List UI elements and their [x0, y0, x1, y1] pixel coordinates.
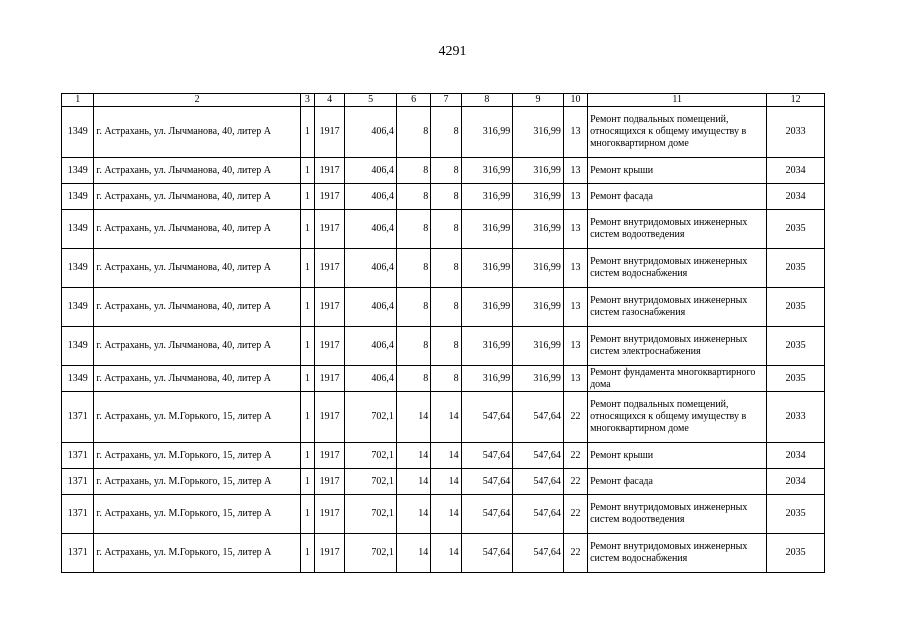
cell-c8: 547,64 [461, 443, 513, 469]
cell-num: 1349 [62, 366, 94, 392]
cell-c7: 14 [431, 534, 461, 573]
cell-c9: 547,64 [513, 495, 564, 534]
cell-c9: 316,99 [513, 184, 564, 210]
header-cell: 2 [94, 94, 300, 107]
header-cell: 4 [314, 94, 344, 107]
cell-c3: 1 [300, 534, 314, 573]
cell-c6: 8 [396, 107, 430, 158]
cell-area: 406,4 [345, 158, 397, 184]
cell-work: Ремонт внутридомовых инженерных систем водоснабжения [588, 249, 767, 288]
cell-address: г. Астрахань, ул. М.Горького, 15, литер А [94, 443, 300, 469]
cell-work: Ремонт внутридомовых инженерных систем водоотведения [588, 495, 767, 534]
cell-address: г. Астрахань, ул. Лычманова, 40, литер А [94, 107, 300, 158]
cell-c7: 8 [431, 249, 461, 288]
cell-c10: 13 [563, 158, 587, 184]
cell-year: 1917 [314, 249, 344, 288]
cell-c8: 316,99 [461, 249, 513, 288]
header-cell: 11 [588, 94, 767, 107]
cell-work: Ремонт внутридомовых инженерных систем водоотведения [588, 210, 767, 249]
cell-c3: 1 [300, 184, 314, 210]
cell-c8: 316,99 [461, 327, 513, 366]
table-row [62, 392, 825, 443]
cell-year: 1917 [314, 327, 344, 366]
cell-work: Ремонт подвальных помещений, относящихся к общему имуществу в многоквартирном доме [588, 107, 767, 158]
cell-address: г. Астрахань, ул. Лычманова, 40, литер А [94, 327, 300, 366]
cell-c8: 316,99 [461, 210, 513, 249]
cell-address: г. Астрахань, ул. Лычманова, 40, литер А [94, 249, 300, 288]
cell-num: 1371 [62, 495, 94, 534]
cell-c10: 13 [563, 107, 587, 158]
cell-year: 1917 [314, 366, 344, 392]
cell-c10: 13 [563, 327, 587, 366]
cell-c7: 8 [431, 158, 461, 184]
cell-work: Ремонт крыши [588, 158, 767, 184]
cell-plan-year: 2034 [767, 158, 825, 184]
cell-c8: 316,99 [461, 107, 513, 158]
cell-plan-year: 2035 [767, 288, 825, 327]
cell-num: 1371 [62, 469, 94, 495]
cell-c7: 14 [431, 392, 461, 443]
table-row [62, 443, 825, 469]
cell-c9: 316,99 [513, 288, 564, 327]
cell-area: 406,4 [345, 288, 397, 327]
cell-address: г. Астрахань, ул. Лычманова, 40, литер А [94, 210, 300, 249]
cell-c8: 316,99 [461, 184, 513, 210]
cell-c10: 13 [563, 288, 587, 327]
cell-c6: 14 [396, 392, 430, 443]
table-row [62, 288, 825, 327]
table-row [62, 107, 825, 158]
cell-year: 1917 [314, 210, 344, 249]
cell-area: 702,1 [345, 495, 397, 534]
cell-c10: 13 [563, 210, 587, 249]
cell-c9: 547,64 [513, 392, 564, 443]
cell-c7: 14 [431, 495, 461, 534]
table-row [62, 366, 825, 392]
cell-year: 1917 [314, 158, 344, 184]
cell-year: 1917 [314, 443, 344, 469]
cell-year: 1917 [314, 107, 344, 158]
cell-c6: 8 [396, 288, 430, 327]
cell-c3: 1 [300, 495, 314, 534]
cell-num: 1349 [62, 288, 94, 327]
cell-num: 1371 [62, 392, 94, 443]
cell-c6: 8 [396, 366, 430, 392]
cell-area: 406,4 [345, 107, 397, 158]
cell-c8: 547,64 [461, 534, 513, 573]
cell-address: г. Астрахань, ул. М.Горького, 15, литер А [94, 495, 300, 534]
cell-c3: 1 [300, 469, 314, 495]
cell-c10: 22 [563, 443, 587, 469]
table-row [62, 210, 825, 249]
cell-work: Ремонт внутридомовых инженерных систем электроснабжения [588, 327, 767, 366]
table-row [62, 495, 825, 534]
cell-plan-year: 2033 [767, 107, 825, 158]
cell-work: Ремонт фасада [588, 469, 767, 495]
cell-work: Ремонт крыши [588, 443, 767, 469]
cell-address: г. Астрахань, ул. М.Горького, 15, литер А [94, 469, 300, 495]
cell-year: 1917 [314, 184, 344, 210]
cell-c3: 1 [300, 249, 314, 288]
cell-c7: 8 [431, 107, 461, 158]
cell-c6: 8 [396, 327, 430, 366]
cell-c8: 547,64 [461, 495, 513, 534]
cell-c10: 22 [563, 469, 587, 495]
cell-c9: 316,99 [513, 327, 564, 366]
cell-c9: 316,99 [513, 107, 564, 158]
cell-plan-year: 2034 [767, 469, 825, 495]
cell-work: Ремонт внутридомовых инженерных систем водоснабжения [588, 534, 767, 573]
cell-c6: 8 [396, 184, 430, 210]
cell-area: 702,1 [345, 469, 397, 495]
table-row [62, 534, 825, 573]
cell-c7: 14 [431, 469, 461, 495]
cell-c3: 1 [300, 107, 314, 158]
cell-c10: 22 [563, 495, 587, 534]
page-number: 4291 [438, 44, 467, 59]
data-table [61, 93, 825, 573]
cell-c9: 547,64 [513, 469, 564, 495]
cell-c8: 316,99 [461, 288, 513, 327]
cell-c3: 1 [300, 327, 314, 366]
header-cell: 6 [396, 94, 430, 107]
cell-c3: 1 [300, 366, 314, 392]
cell-year: 1917 [314, 392, 344, 443]
cell-c6: 14 [396, 443, 430, 469]
cell-c6: 8 [396, 210, 430, 249]
cell-c3: 1 [300, 288, 314, 327]
cell-c3: 1 [300, 210, 314, 249]
header-cell: 9 [513, 94, 564, 107]
cell-plan-year: 2034 [767, 184, 825, 210]
cell-c10: 22 [563, 534, 587, 573]
header-cell: 3 [300, 94, 314, 107]
cell-work: Ремонт фундамента многоквартирного дома [588, 366, 767, 392]
cell-c9: 547,64 [513, 443, 564, 469]
cell-c6: 14 [396, 534, 430, 573]
table-row [62, 469, 825, 495]
cell-c3: 1 [300, 158, 314, 184]
header-cell: 7 [431, 94, 461, 107]
cell-area: 406,4 [345, 184, 397, 210]
cell-plan-year: 2034 [767, 443, 825, 469]
cell-c9: 316,99 [513, 210, 564, 249]
cell-c10: 13 [563, 249, 587, 288]
table-row [62, 249, 825, 288]
header-cell: 10 [563, 94, 587, 107]
cell-year: 1917 [314, 469, 344, 495]
cell-num: 1371 [62, 443, 94, 469]
cell-c10: 13 [563, 366, 587, 392]
cell-area: 406,4 [345, 249, 397, 288]
cell-num: 1349 [62, 249, 94, 288]
header-cell: 1 [62, 94, 94, 107]
cell-area: 702,1 [345, 392, 397, 443]
cell-area: 406,4 [345, 210, 397, 249]
cell-c6: 14 [396, 469, 430, 495]
cell-area: 406,4 [345, 327, 397, 366]
cell-num: 1349 [62, 210, 94, 249]
cell-c9: 316,99 [513, 249, 564, 288]
cell-year: 1917 [314, 534, 344, 573]
cell-num: 1349 [62, 107, 94, 158]
cell-plan-year: 2035 [767, 327, 825, 366]
cell-plan-year: 2035 [767, 534, 825, 573]
table-row [62, 158, 825, 184]
cell-address: г. Астрахань, ул. Лычманова, 40, литер А [94, 184, 300, 210]
cell-c8: 316,99 [461, 366, 513, 392]
cell-c6: 14 [396, 495, 430, 534]
header-cell: 8 [461, 94, 513, 107]
cell-plan-year: 2035 [767, 366, 825, 392]
cell-area: 702,1 [345, 534, 397, 573]
cell-address: г. Астрахань, ул. М.Горького, 15, литер А [94, 534, 300, 573]
cell-c6: 8 [396, 158, 430, 184]
table-row [62, 327, 825, 366]
cell-c3: 1 [300, 392, 314, 443]
cell-address: г. Астрахань, ул. М.Горького, 15, литер А [94, 392, 300, 443]
cell-address: г. Астрахань, ул. Лычманова, 40, литер А [94, 158, 300, 184]
cell-c3: 1 [300, 443, 314, 469]
cell-c8: 547,64 [461, 392, 513, 443]
cell-c7: 8 [431, 288, 461, 327]
cell-num: 1349 [62, 327, 94, 366]
table-row [62, 184, 825, 210]
cell-num: 1349 [62, 184, 94, 210]
cell-c8: 316,99 [461, 158, 513, 184]
cell-year: 1917 [314, 495, 344, 534]
cell-c7: 8 [431, 366, 461, 392]
cell-c6: 8 [396, 249, 430, 288]
cell-c10: 13 [563, 184, 587, 210]
cell-c7: 8 [431, 327, 461, 366]
cell-work: Ремонт внутридомовых инженерных систем газоснабжения [588, 288, 767, 327]
cell-plan-year: 2033 [767, 392, 825, 443]
cell-num: 1349 [62, 158, 94, 184]
cell-c7: 14 [431, 443, 461, 469]
cell-area: 406,4 [345, 366, 397, 392]
cell-work: Ремонт подвальных помещений, относящихся к общему имуществу в многоквартирном доме [588, 392, 767, 443]
header-cell: 5 [345, 94, 397, 107]
cell-num: 1371 [62, 534, 94, 573]
header-cell: 12 [767, 94, 825, 107]
cell-c8: 547,64 [461, 469, 513, 495]
cell-address: г. Астрахань, ул. Лычманова, 40, литер А [94, 288, 300, 327]
cell-work: Ремонт фасада [588, 184, 767, 210]
cell-c7: 8 [431, 184, 461, 210]
cell-area: 702,1 [345, 443, 397, 469]
cell-address: г. Астрахань, ул. Лычманова, 40, литер А [94, 366, 300, 392]
cell-c10: 22 [563, 392, 587, 443]
cell-plan-year: 2035 [767, 210, 825, 249]
cell-c9: 316,99 [513, 158, 564, 184]
cell-plan-year: 2035 [767, 249, 825, 288]
cell-c9: 547,64 [513, 534, 564, 573]
cell-c7: 8 [431, 210, 461, 249]
cell-plan-year: 2035 [767, 495, 825, 534]
cell-c9: 316,99 [513, 366, 564, 392]
header-row [62, 94, 825, 107]
cell-year: 1917 [314, 288, 344, 327]
